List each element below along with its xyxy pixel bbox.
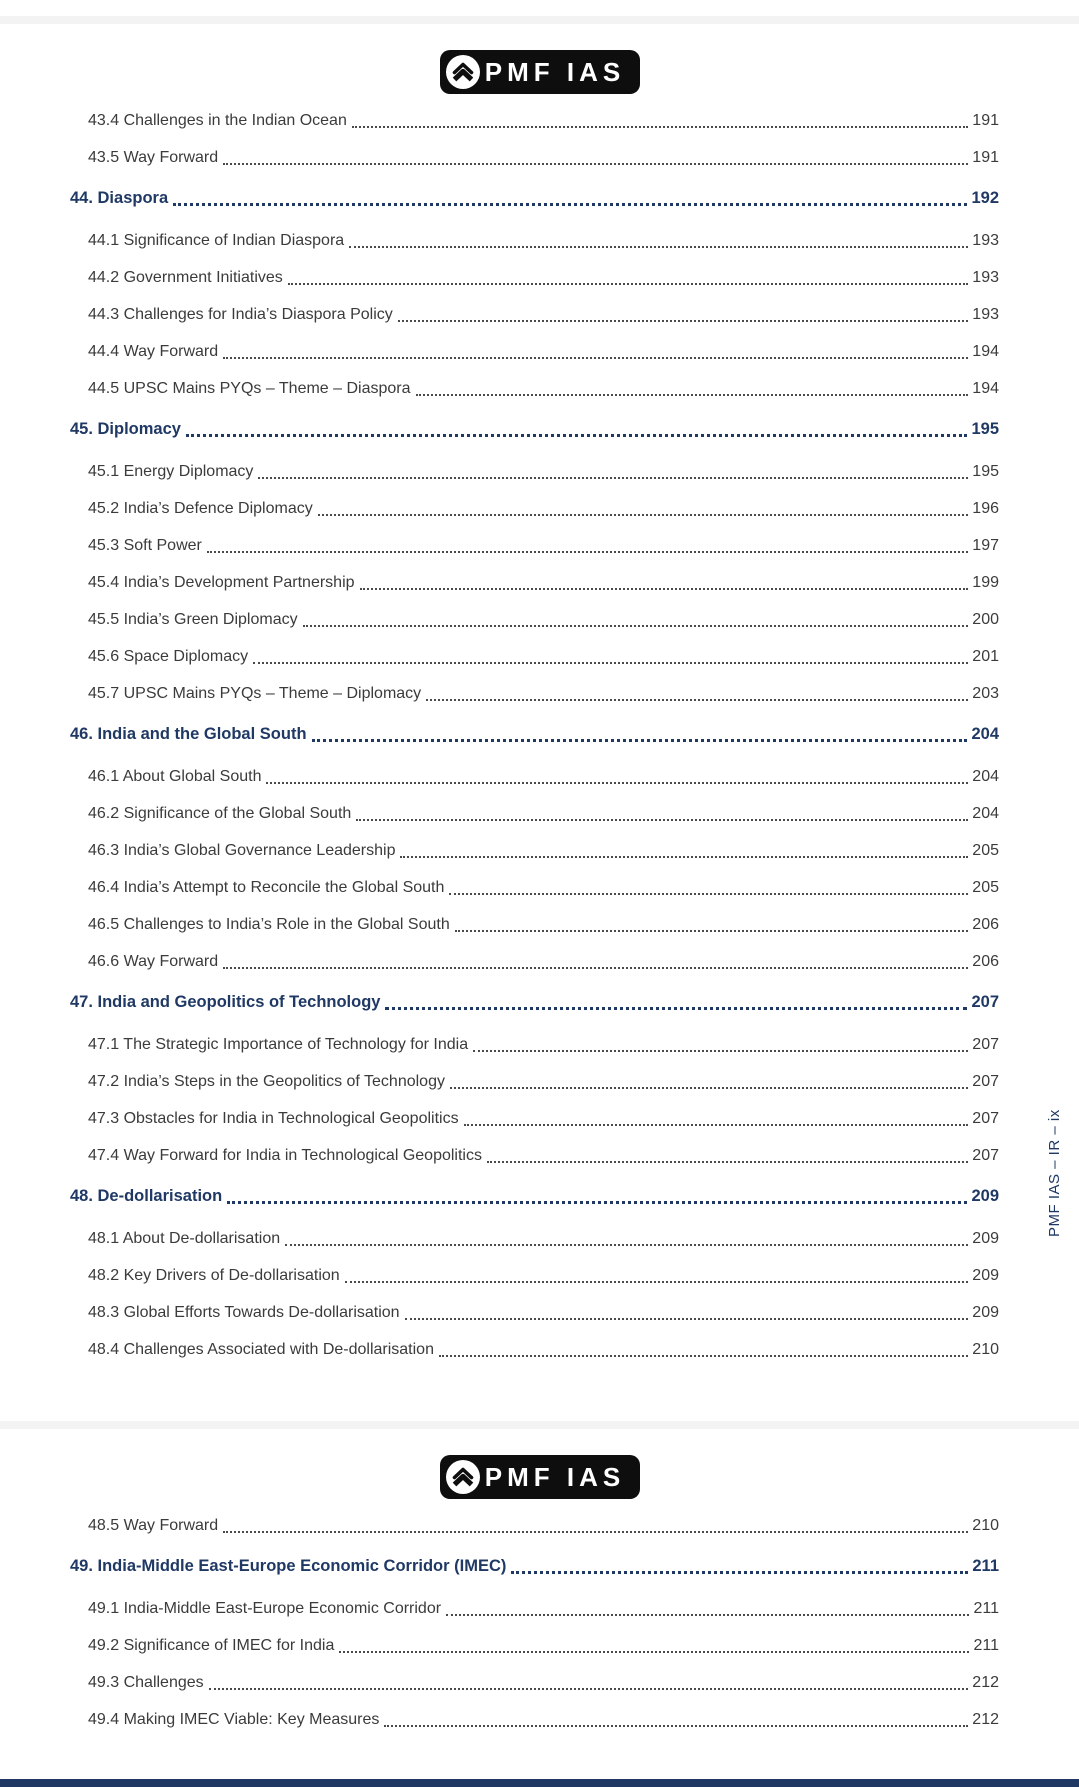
toc-entry-label: 45.5 India’s Green Diplomacy [88,610,298,628]
toc-entry[interactable] [70,984,999,1021]
dotted-leader [218,139,972,176]
toc-entry[interactable] [70,1294,999,1331]
toc-entry-page-number: 209 [971,1187,999,1205]
dotted-leader [400,1294,973,1331]
pmf-ias-logo [440,50,640,94]
toc-list-page-1 [0,94,1079,1368]
toc-entry-label: 47. India and Geopolitics of Technology [70,993,381,1011]
toc-entry[interactable] [70,1026,999,1063]
toc-entry-page-number: 209 [972,1229,999,1247]
toc-entry[interactable] [70,906,999,943]
toc-entry[interactable] [70,1548,999,1585]
toc-entry-page-number: 212 [972,1673,999,1691]
toc-entry[interactable] [70,1701,999,1738]
mountain-chevron-icon [445,54,481,90]
toc-entry-page-number: 204 [971,725,999,743]
toc-entry[interactable] [70,869,999,906]
toc-entry[interactable] [70,564,999,601]
toc-entry-page-number: 195 [971,420,999,438]
toc-entry[interactable] [70,1178,999,1215]
dotted-leader [248,638,972,675]
toc-entry-page-number: 197 [972,536,999,554]
toc-entry[interactable] [70,1257,999,1294]
dotted-leader [253,453,972,490]
dotted-leader [218,1507,972,1544]
toc-page-1 [0,24,1079,1421]
dotted-leader [445,1063,972,1100]
dotted-leader [393,296,973,333]
toc-entry-label: 49.1 India-Middle East-Europe Economic Corridor [88,1599,442,1617]
toc-entry[interactable] [70,333,999,370]
toc-entry[interactable] [70,411,999,448]
side-page-label: PMF IAS – IR – ix [1046,1109,1063,1237]
toc-entry-label: 45.3 Soft Power [88,536,202,554]
dotted-leader [168,180,971,217]
toc-entry-label: 49.4 Making IMEC Viable: Key Measures [88,1710,380,1728]
previous-page-bottom-edge [0,0,1079,16]
page-separator [0,1421,1079,1429]
toc-entry-label: 45.1 Energy Diplomacy [88,462,254,480]
toc-entry[interactable] [70,527,999,564]
toc-entry-label: 49.3 Challenges [88,1673,204,1691]
toc-entry-label: 43.4 Challenges in the Indian Ocean [88,111,347,129]
toc-entry-label: 48.3 Global Efforts Towards De-dollarisation [88,1303,400,1321]
toc-entry-page-number: 211 [973,1636,999,1654]
toc-entry[interactable] [70,453,999,490]
toc-entry-label: 47.4 Way Forward for India in Technological Geopolitics [88,1146,482,1164]
dotted-leader [344,222,972,259]
dotted-leader [340,1257,973,1294]
dotted-leader [218,943,972,980]
toc-entry-page-number: 207 [971,993,999,1011]
toc-entry-page-number: 205 [972,841,999,859]
toc-entry-label: 44.5 UPSC Mains PYQs – Theme – Diaspora [88,379,411,397]
toc-entry-label: 46.4 India’s Attempt to Reconcile the Global South [88,878,445,896]
toc-page-2 [0,1429,1079,1787]
dotted-leader [298,601,973,638]
toc-entry-label: 47.2 India’s Steps in the Geopolitics of Technology [88,1072,445,1090]
toc-entry[interactable] [70,1507,999,1544]
toc-entry-label: 45.2 India’s Defence Diplomacy [88,499,313,517]
toc-entry-label: 49. India-Middle East-Europe Economic Corridor (IMEC) [70,1557,507,1575]
toc-entry[interactable] [70,102,999,139]
dotted-leader [351,795,972,832]
dotted-leader [379,1701,972,1738]
mountain-chevron-icon [445,1459,481,1495]
dotted-leader [468,1026,972,1063]
toc-entry-page-number: 211 [972,1557,999,1575]
toc-entry-page-number: 204 [972,804,999,822]
toc-entry[interactable] [70,1100,999,1137]
toc-entry[interactable] [70,222,999,259]
toc-entry[interactable] [70,832,999,869]
toc-entry-label: 48.4 Challenges Associated with De-dollarisation [88,1340,434,1358]
toc-entry[interactable] [70,180,999,217]
toc-entry-page-number: 199 [972,573,999,591]
dotted-leader [307,716,972,753]
toc-entry-page-number: 191 [972,148,999,166]
toc-entry-page-number: 195 [972,462,999,480]
toc-entry-page-number: 193 [972,268,999,286]
toc-entry-label: 44.1 Significance of Indian Diaspora [88,231,345,249]
toc-entry-label: 47.3 Obstacles for India in Technological Geopolitics [88,1109,459,1127]
dotted-leader [202,527,972,564]
dotted-leader [411,370,973,407]
toc-entry[interactable] [70,490,999,527]
toc-entry-label: 48.1 About De-dollarisation [88,1229,281,1247]
toc-entry-page-number: 194 [972,342,999,360]
toc-entry-page-number: 201 [972,647,999,665]
toc-entry[interactable] [70,1590,999,1627]
toc-entry-label: 44.2 Government Initiatives [88,268,283,286]
toc-entry-label: 45. Diplomacy [70,420,181,438]
dotted-leader [355,564,973,601]
dotted-leader [395,832,972,869]
dotted-leader [181,411,972,448]
toc-entry-page-number: 192 [971,189,999,207]
toc-entry[interactable] [70,1220,999,1257]
toc-entry-label: 45.6 Space Diplomacy [88,647,249,665]
toc-entry-page-number: 194 [972,379,999,397]
dotted-leader [313,490,973,527]
toc-entry-page-number: 204 [972,767,999,785]
toc-entry[interactable] [70,1331,999,1368]
toc-entry-page-number: 205 [972,878,999,896]
dotted-leader [280,1220,972,1257]
dotted-leader [261,758,972,795]
dotted-leader [283,259,973,296]
toc-entry-page-number: 191 [972,111,999,129]
toc-entry-page-number: 211 [973,1599,999,1617]
toc-entry-label: 44.3 Challenges for India’s Diaspora Policy [88,305,393,323]
toc-entry-page-number: 210 [972,1340,999,1358]
toc-entry[interactable] [70,795,999,832]
toc-entry-label: 48. De-dollarisation [70,1187,223,1205]
toc-entry-label: 49.2 Significance of IMEC for India [88,1636,335,1654]
dotted-leader [380,984,971,1021]
toc-entry[interactable] [70,139,999,176]
toc-entry-page-number: 207 [972,1109,999,1127]
page-separator [0,16,1079,24]
toc-entry-page-number: 210 [972,1516,999,1534]
dotted-leader [222,1178,971,1215]
toc-entry[interactable] [70,1063,999,1100]
toc-entry-label: 46. India and the Global South [70,725,307,743]
pmf-ias-logo [440,1455,640,1499]
toc-entry-label: 47.1 The Strategic Importance of Technology for India [88,1035,469,1053]
toc-entry-label: 46.2 Significance of the Global South [88,804,352,822]
dotted-leader [444,869,972,906]
dotted-leader [421,675,972,712]
logo-text: PMF IAS [484,56,626,87]
toc-entry-page-number: 209 [972,1266,999,1284]
toc-entry-label: 44. Diaspora [70,189,169,207]
toc-entry[interactable] [70,296,999,333]
toc-list-page-2 [0,1499,1079,1738]
toc-entry-page-number: 196 [972,499,999,517]
dotted-leader [347,102,972,139]
toc-entry-label: 48.5 Way Forward [88,1516,219,1534]
toc-entry[interactable] [70,601,999,638]
toc-entry[interactable] [70,1137,999,1174]
toc-entry-page-number: 206 [972,952,999,970]
toc-entry[interactable] [70,716,999,753]
toc-entry-page-number: 207 [972,1035,999,1053]
toc-entry[interactable] [70,370,999,407]
toc-entry-label: 45.4 India’s Development Partnership [88,573,355,591]
toc-entry-page-number: 209 [972,1303,999,1321]
toc-entry[interactable] [70,1627,999,1664]
toc-entry-page-number: 212 [972,1710,999,1728]
toc-entry-label: 48.2 Key Drivers of De-dollarisation [88,1266,340,1284]
toc-entry-page-number: 200 [972,610,999,628]
toc-entry-page-number: 207 [972,1072,999,1090]
dotted-leader [506,1548,972,1585]
toc-entry-page-number: 203 [972,684,999,702]
dotted-leader [434,1331,972,1368]
toc-entry-page-number: 193 [972,231,999,249]
dotted-leader [459,1100,973,1137]
toc-entry-label: 46.3 India’s Global Governance Leadership [88,841,396,859]
dotted-leader [441,1590,973,1627]
toc-entry-label: 44.4 Way Forward [88,342,219,360]
dotted-leader [204,1664,973,1701]
toc-entry[interactable] [70,638,999,675]
toc-entry[interactable] [70,675,999,712]
dotted-leader [482,1137,972,1174]
toc-entry-label: 46.5 Challenges to India’s Role in the Global South [88,915,450,933]
toc-entry-page-number: 207 [972,1146,999,1164]
toc-entry[interactable] [70,758,999,795]
toc-entry-label: 45.7 UPSC Mains PYQs – Theme – Diplomacy [88,684,422,702]
toc-entry-page-number: 193 [972,305,999,323]
toc-entry-page-number: 206 [972,915,999,933]
dotted-leader [218,333,972,370]
dotted-leader [450,906,973,943]
toc-entry-label: 46.1 About Global South [88,767,262,785]
footer-accent-bar [0,1779,1079,1787]
logo-text: PMF IAS [484,1461,626,1492]
toc-entry[interactable] [70,1664,999,1701]
toc-entry[interactable] [70,259,999,296]
toc-entry-label: 43.5 Way Forward [88,148,219,166]
toc-entry[interactable] [70,943,999,980]
dotted-leader [334,1627,973,1664]
toc-entry-label: 46.6 Way Forward [88,952,219,970]
